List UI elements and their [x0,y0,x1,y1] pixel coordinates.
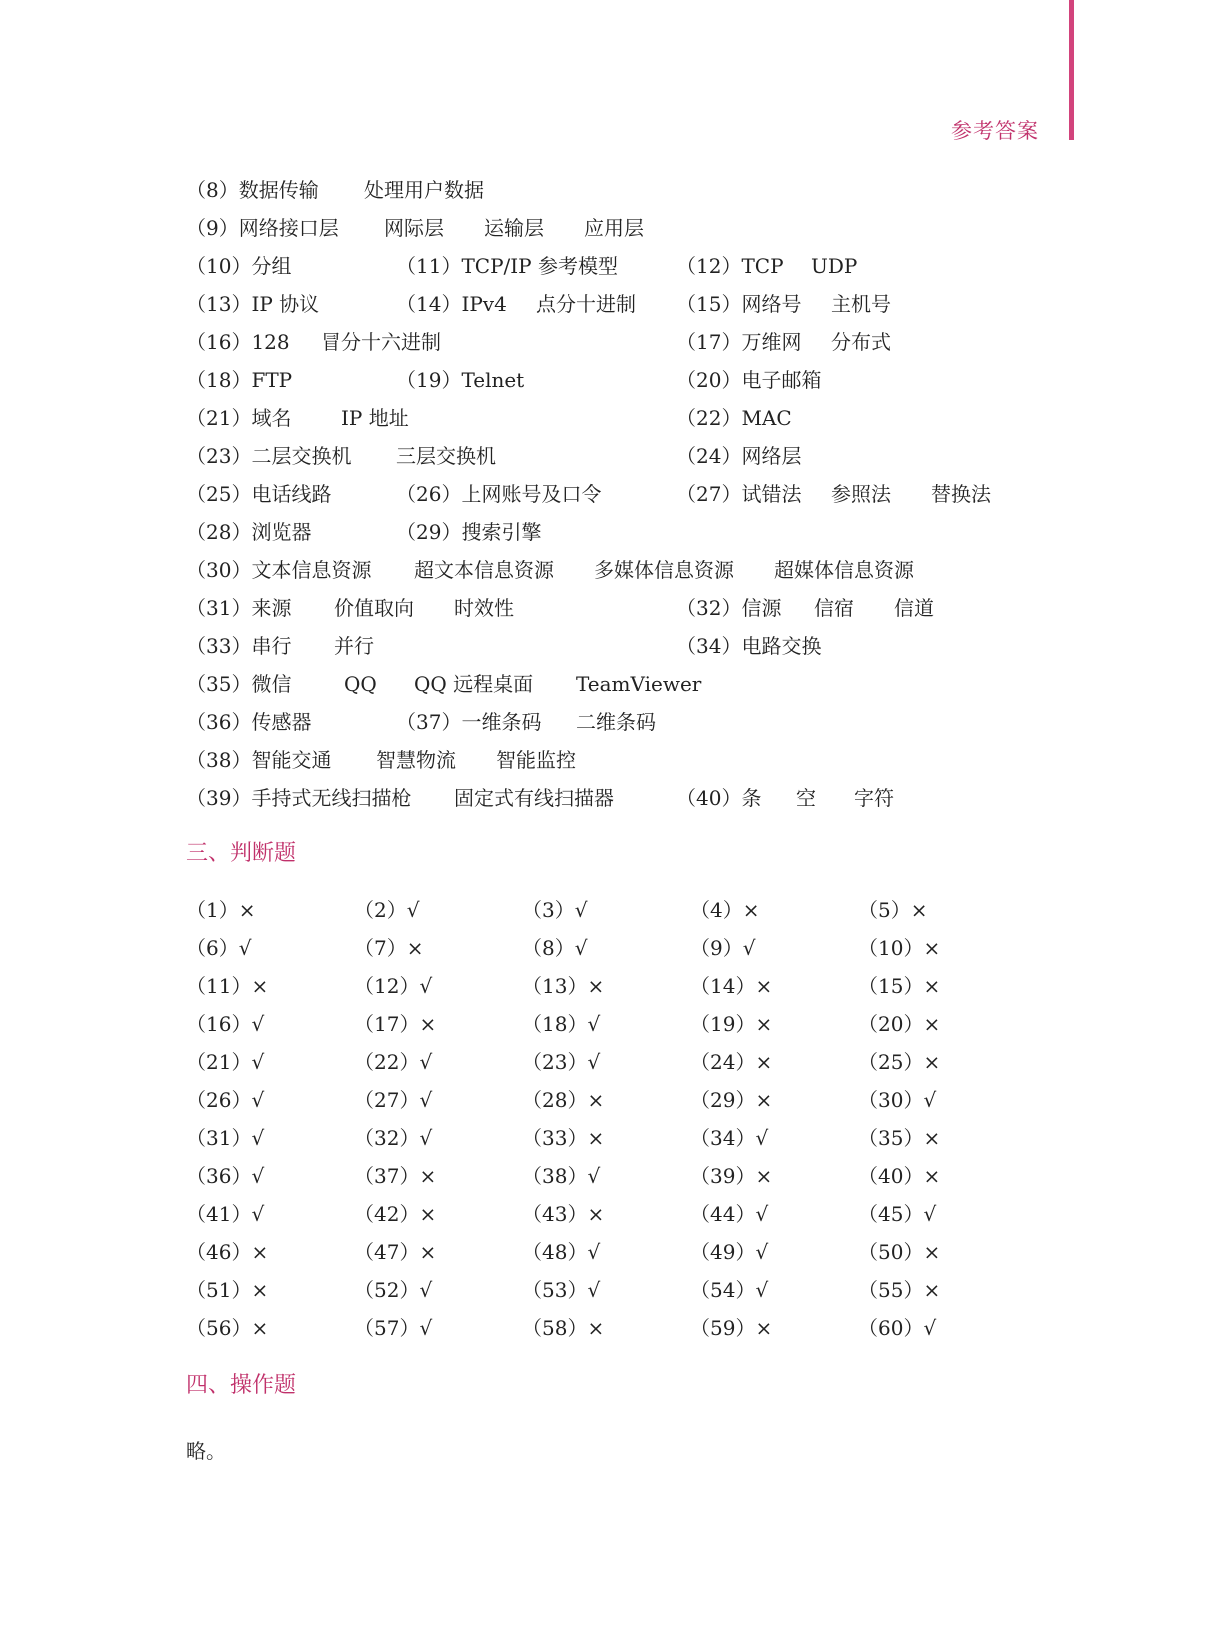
answer-item: 点分十进制 [536,292,636,316]
answer-item: （26）上网账号及口令 [396,482,602,506]
judgment-item: （35）× [858,1126,941,1150]
answer-item: 超文本信息资源 [414,558,554,582]
answer-item: 超媒体信息资源 [774,558,914,582]
answer-item: （32）信源 [676,596,782,620]
judgment-item: （16）√ [186,1012,265,1036]
judgment-item: （52）√ [354,1278,433,1302]
running-head: 参考答案 [951,119,1039,143]
answer-item: 三层交换机 [396,444,496,468]
answer-item: （34）电路交换 [676,634,822,658]
answer-item: （38）智能交通 [186,748,332,772]
answer-item: （27）试错法 [676,482,802,506]
judgment-item: （45）√ [858,1202,937,1226]
answer-item: QQ [344,672,377,696]
answer-item: （10）分组 [186,254,292,278]
judgment-item: （51）× [186,1278,269,1302]
answer-item: UDP [811,254,858,278]
answer-item: （37）一维条码 [396,710,542,734]
judgment-item: （57）√ [354,1316,433,1340]
judgment-item: （54）√ [690,1278,769,1302]
judgment-item: （27）√ [354,1088,433,1112]
answer-item: （31）来源 [186,596,292,620]
answer-item: 网际层 [384,216,444,240]
judgment-item: （39）× [690,1164,773,1188]
answer-item: 字符 [854,786,894,810]
section-title-judgment: 三、判断题 [186,841,297,866]
judgment-item: （5）× [858,898,928,922]
answer-item: 智慧物流 [376,748,456,772]
answer-item: （24）网络层 [676,444,802,468]
answer-item: （13）IP 协议 [186,292,320,316]
answer-item: 分布式 [831,330,891,354]
answer-item: 固定式有线扫描器 [454,786,614,810]
answer-item: （39）手持式无线扫描枪 [186,786,412,810]
judgment-item: （53）√ [522,1278,601,1302]
judgment-item: （49）√ [690,1240,769,1264]
judgment-item: （2）√ [354,898,420,922]
answer-item: 信宿 [814,596,854,620]
answer-item: （33）串行 [186,634,292,658]
judgment-item: （60）√ [858,1316,937,1340]
judgment-item: （9）√ [690,936,756,960]
judgment-item: （24）× [690,1050,773,1074]
operation-answer: 略。 [186,1439,226,1463]
judgment-item: （34）√ [690,1126,769,1150]
answer-item: （14）IPv4 [396,292,507,316]
judgment-item: （19）× [690,1012,773,1036]
answer-item: （12）TCP [676,254,784,278]
answer-item: 运输层 [484,216,544,240]
judgment-item: （38）√ [522,1164,601,1188]
judgment-item: （31）√ [186,1126,265,1150]
answer-item: （17）万维网 [676,330,802,354]
answer-item: （22）MAC [676,406,792,430]
judgment-item: （48）√ [522,1240,601,1264]
judgment-item: （6）√ [186,936,252,960]
judgment-item: （26）√ [186,1088,265,1112]
judgment-item: （4）× [690,898,760,922]
judgment-item: （37）× [354,1164,437,1188]
judgment-item: （1）× [186,898,256,922]
judgment-item: （50）× [858,1240,941,1264]
answer-item: （8）数据传输 [186,178,319,202]
answer-item: （9）网络接口层 [186,216,339,240]
answer-item: （28）浏览器 [186,520,312,544]
judgment-item: （14）× [690,974,773,998]
judgment-item: （33）× [522,1126,605,1150]
page-edge-bar [1069,0,1074,140]
judgment-item: （36）√ [186,1164,265,1188]
answer-item: 应用层 [584,216,644,240]
judgment-item: （47）× [354,1240,437,1264]
judgment-item: （46）× [186,1240,269,1264]
answer-item: 价值取向 [334,596,414,620]
judgment-item: （56）× [186,1316,269,1340]
judgment-item: （55）× [858,1278,941,1302]
answer-item: （20）电子邮箱 [676,368,822,392]
answer-item: （29）搜索引擎 [396,520,542,544]
answer-item: （19）Telnet [396,368,525,392]
judgment-item: （3）√ [522,898,588,922]
judgment-item: （8）√ [522,936,588,960]
judgment-item: （41）√ [186,1202,265,1226]
answer-item: （11）TCP/IP 参考模型 [396,254,619,278]
judgment-item: （30）√ [858,1088,937,1112]
answer-item: （15）网络号 [676,292,802,316]
answer-item: IP 地址 [341,406,409,430]
judgment-item: （22）√ [354,1050,433,1074]
judgment-item: （40）× [858,1164,941,1188]
judgment-item: （59）× [690,1316,773,1340]
answer-item: 冒分十六进制 [321,330,441,354]
judgment-item: （7）× [354,936,424,960]
answer-item: 处理用户数据 [364,178,484,202]
answer-item: 多媒体信息资源 [594,558,734,582]
judgment-item: （58）× [522,1316,605,1340]
answer-item: 并行 [334,634,374,658]
section-title-operation: 四、操作题 [186,1373,297,1398]
judgment-item: （10）× [858,936,941,960]
judgment-item: （11）× [186,974,269,998]
answer-item: （16）128 [186,330,290,354]
judgment-item: （28）× [522,1088,605,1112]
judgment-item: （21）√ [186,1050,265,1074]
answer-item: 参照法 [831,482,891,506]
judgment-item: （20）× [858,1012,941,1036]
answer-item: （21）域名 [186,406,292,430]
answer-item: （40）条 [676,786,762,810]
judgment-item: （13）× [522,974,605,998]
judgment-item: （25）× [858,1050,941,1074]
judgment-item: （32）√ [354,1126,433,1150]
answer-item: TeamViewer [576,672,702,696]
judgment-item: （29）× [690,1088,773,1112]
answer-item: （25）电话线路 [186,482,332,506]
answer-item: 二维条码 [576,710,656,734]
answer-item: 信道 [894,596,934,620]
answer-item: 替换法 [931,482,991,506]
answer-item: 时效性 [454,596,514,620]
answer-item: （23）二层交换机 [186,444,352,468]
judgment-item: （42）× [354,1202,437,1226]
answer-item: 主机号 [831,292,891,316]
answer-item: 空 [796,786,816,810]
answer-item: QQ 远程桌面 [414,672,534,696]
judgment-item: （12）√ [354,974,433,998]
judgment-item: （44）√ [690,1202,769,1226]
answer-item: （30）文本信息资源 [186,558,372,582]
answer-item: 智能监控 [496,748,576,772]
answer-item: （36）传感器 [186,710,312,734]
judgment-item: （23）√ [522,1050,601,1074]
judgment-item: （43）× [522,1202,605,1226]
judgment-item: （15）× [858,974,941,998]
answer-item: （18）FTP [186,368,293,392]
judgment-item: （17）× [354,1012,437,1036]
answer-item: （35）微信 [186,672,292,696]
judgment-item: （18）√ [522,1012,601,1036]
